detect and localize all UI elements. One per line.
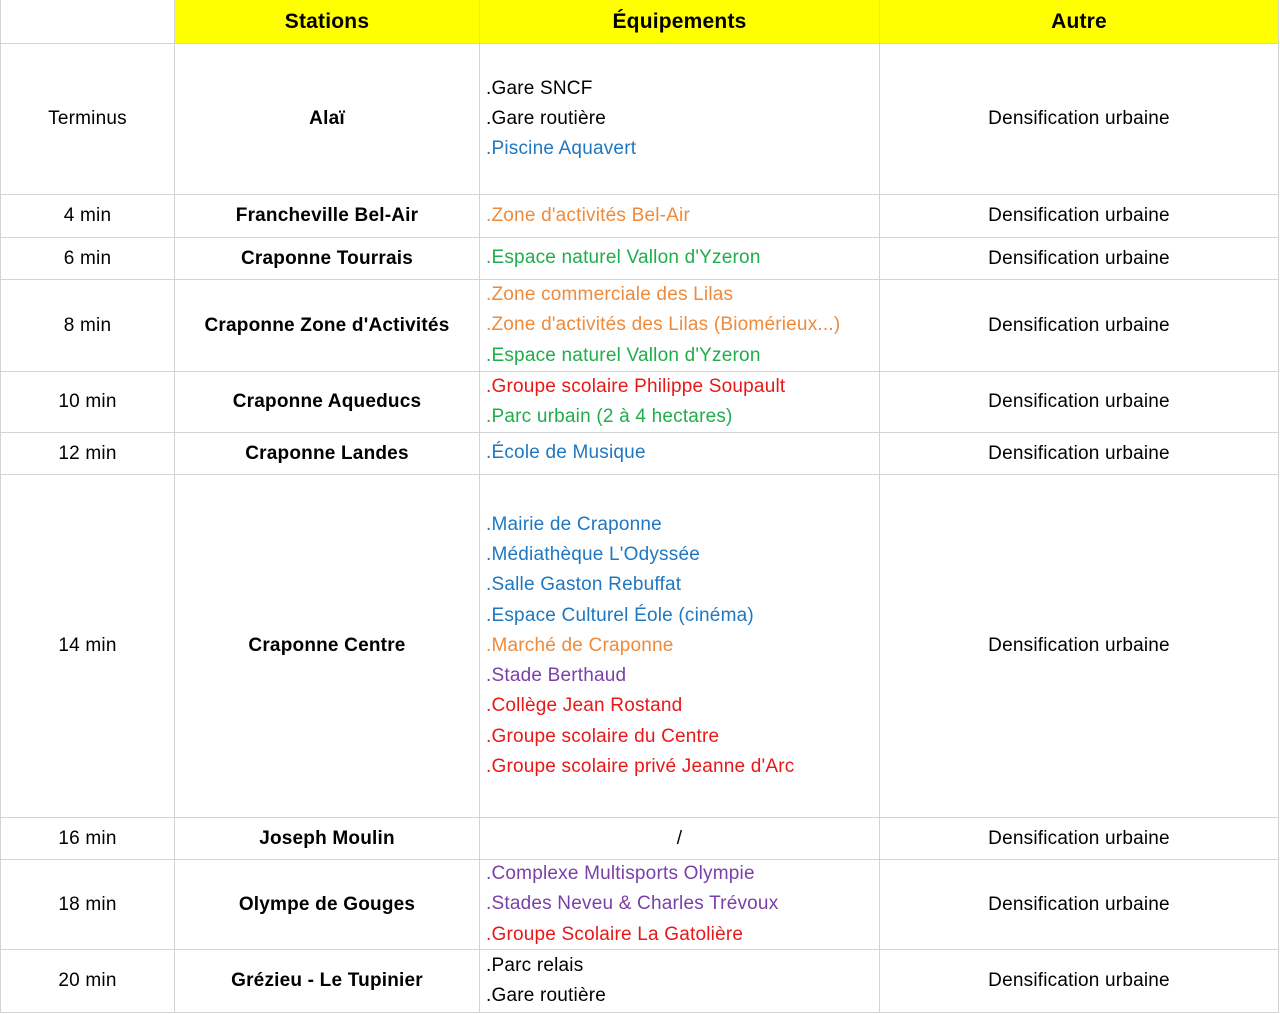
table-row: [0, 195, 1280, 238]
table-row: [0, 44, 1280, 195]
table-row: [0, 433, 1280, 475]
equipment-item: .Zone d'activités Bel-Air: [486, 204, 690, 226]
other-cell: Densification urbaine: [880, 433, 1279, 475]
equipment-item: .Médiathèque L'Odyssée: [486, 543, 700, 565]
other-cell: Densification urbaine: [880, 475, 1279, 818]
equipment-cell: [480, 433, 880, 475]
station-cell: Craponne Centre: [175, 475, 480, 818]
equipment-item: .Groupe Scolaire La Gatolière: [486, 923, 744, 945]
equipment-list: [486, 243, 761, 273]
time-cell: 16 min: [0, 818, 175, 860]
other-cell: Densification urbaine: [880, 818, 1279, 860]
equipment-list: [486, 951, 606, 1012]
other-cell: Densification urbaine: [880, 195, 1279, 238]
equipment-item: .Groupe scolaire du Centre: [486, 725, 720, 747]
equipment-item: .Gare SNCF: [486, 77, 593, 99]
table-row: [0, 372, 1280, 433]
table-row: [0, 475, 1280, 818]
equipment-list: [486, 859, 778, 950]
station-cell: Francheville Bel-Air: [175, 195, 480, 238]
equipment-list: [486, 74, 636, 165]
table-row: [0, 860, 1280, 950]
time-cell: 6 min: [0, 238, 175, 280]
table-row: [0, 238, 1280, 280]
equipment-item: .Parc urbain (2 à 4 hectares): [486, 406, 733, 427]
equipment-item: .École de Musique: [486, 442, 646, 464]
table-row: [0, 950, 1280, 1013]
equipment-list: [486, 438, 646, 468]
equipment-item: .Salle Gaston Rebuffat: [486, 574, 682, 596]
equipment-item: .Zone commerciale des Lilas: [486, 284, 734, 306]
station-cell: Grézieu - Le Tupinier: [175, 950, 480, 1013]
equipment-item: .Stades Neveu & Charles Trévoux: [486, 893, 779, 915]
station-cell: Craponne Aqueducs: [175, 372, 480, 433]
equipment-cell: [480, 238, 880, 280]
equipment-list: [486, 201, 690, 231]
header-equipements: Équipements: [480, 0, 880, 44]
table-header-row: [0, 0, 1280, 44]
equipment-list: [486, 372, 785, 433]
equipment-item: .Gare routière: [486, 985, 607, 1006]
equipment-item: .Complexe Multisports Olympie: [486, 863, 755, 885]
other-cell: Densification urbaine: [880, 950, 1279, 1013]
equipment-cell: [480, 475, 880, 818]
equipment-list: [486, 280, 840, 371]
equipment-cell: [480, 950, 880, 1013]
equipment-cell: [480, 860, 880, 950]
other-cell: Densification urbaine: [880, 860, 1279, 950]
table-row: [0, 280, 1280, 372]
station-cell: Craponne Tourrais: [175, 238, 480, 280]
header-cell-empty: [0, 0, 175, 44]
time-cell: 20 min: [0, 950, 175, 1013]
station-cell: Alaï: [175, 44, 480, 195]
other-cell: Densification urbaine: [880, 238, 1279, 280]
equipment-cell: [480, 372, 880, 433]
equipment-item: .Collège Jean Rostand: [486, 695, 683, 717]
time-cell: Terminus: [0, 44, 175, 195]
equipment-item: .Espace naturel Vallon d'Yzeron: [486, 344, 761, 366]
equipment-cell: [480, 44, 880, 195]
equipment-item: .Espace naturel Vallon d'Yzeron: [486, 247, 761, 269]
station-cell: Craponne Landes: [175, 433, 480, 475]
time-cell: 12 min: [0, 433, 175, 475]
header-autre: Autre: [880, 0, 1279, 44]
time-cell: 8 min: [0, 280, 175, 372]
other-cell: Densification urbaine: [880, 372, 1279, 433]
time-cell: 18 min: [0, 860, 175, 950]
equipment-item: .Mairie de Craponne: [486, 513, 662, 535]
equipment-list: [486, 510, 794, 783]
time-cell: 10 min: [0, 372, 175, 433]
other-cell: Densification urbaine: [880, 280, 1279, 372]
other-cell: Densification urbaine: [880, 44, 1279, 195]
time-cell: 14 min: [0, 475, 175, 818]
equipment-item: .Stade Berthaud: [486, 665, 627, 687]
time-cell: 4 min: [0, 195, 175, 238]
equipment-item: .Zone d'activités des Lilas (Biomérieux...): [486, 314, 841, 336]
header-stations: Stations: [175, 0, 480, 44]
station-cell: Olympe de Gouges: [175, 860, 480, 950]
equipment-item: .Groupe scolaire Philippe Soupault: [486, 375, 786, 397]
equipment-cell: [480, 280, 880, 372]
equipment-item: .Marché de Craponne: [486, 634, 674, 656]
equipment-item: .Piscine Aquavert: [486, 138, 637, 160]
equipment-item: .Parc relais: [486, 954, 584, 976]
equipment-cell: [480, 195, 880, 238]
station-cell: Craponne Zone d'Activités: [175, 280, 480, 372]
table-row: [0, 818, 1280, 860]
equipment-item: .Gare routière: [486, 107, 607, 129]
equipment-item: .Espace Culturel Éole (cinéma): [486, 604, 754, 626]
station-cell: Joseph Moulin: [175, 818, 480, 860]
equipment-cell-empty: /: [480, 818, 880, 860]
equipment-item: .Groupe scolaire privé Jeanne d'Arc: [486, 756, 795, 778]
